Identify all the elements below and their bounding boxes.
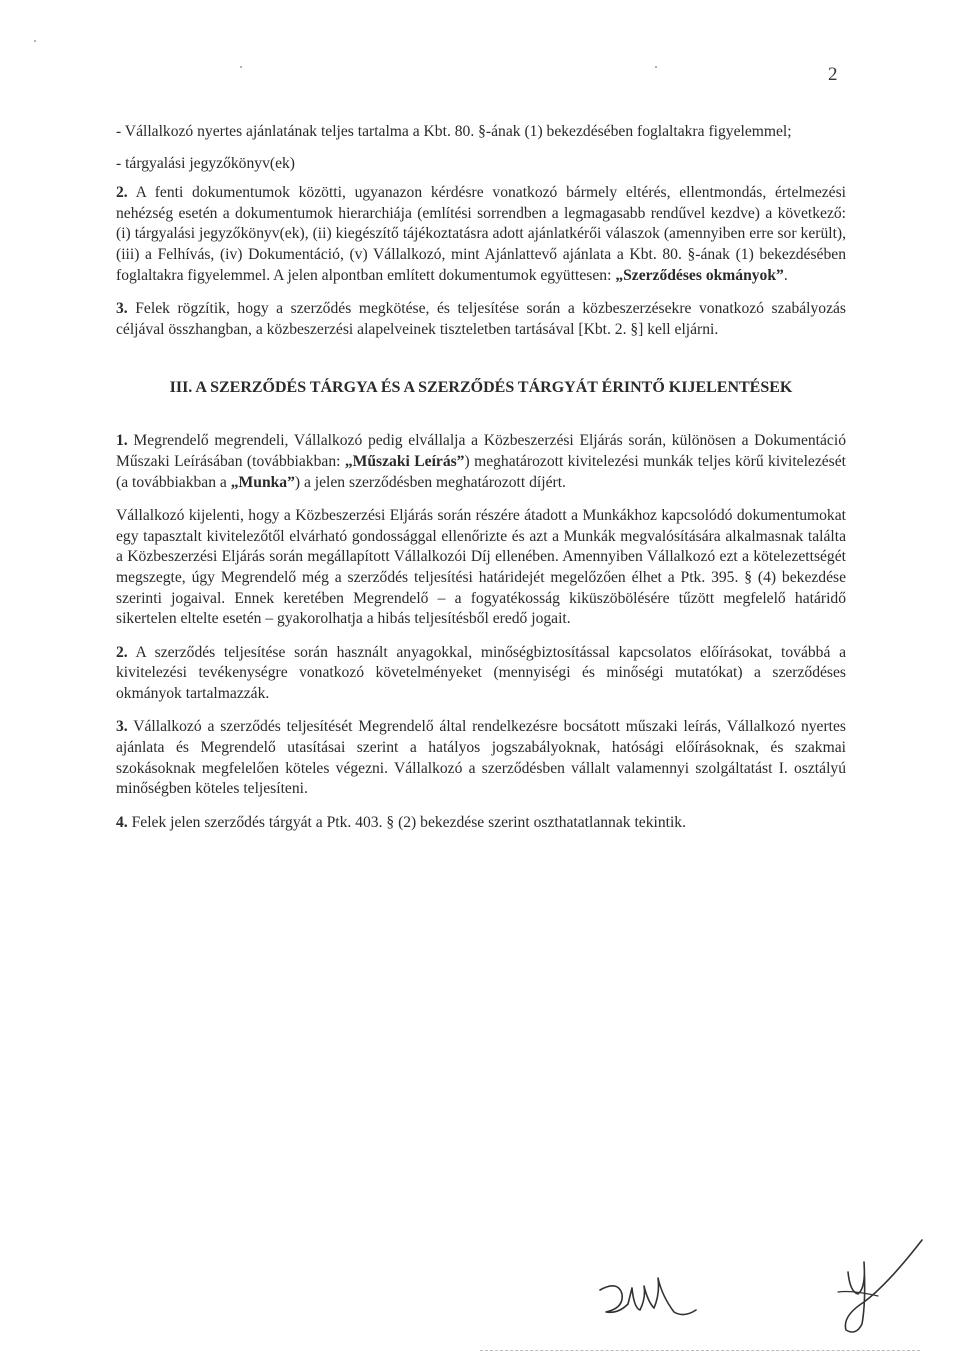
paragraph-number: 1. (116, 432, 128, 450)
paragraph-materials: 2. A szerződés teljesítése során használt anyagokkal, minőségbiztosítással kapcsolatos előírásokat, továbbá a kivitelezési tevékenységre vonatkozó követelményeket (mennyiségi és minőségi mutatókat) a szerződéses okmányok tartalmazzák. (116, 643, 846, 702)
paragraph-number: 4. (116, 813, 128, 831)
scan-speck (655, 66, 657, 68)
paragraph-hierarchy: 2. A fenti dokumentumok közötti, ugyanazon kérdésre vonatkozó bármely eltérés, ellentmondás, értelmezési nehézség esetén a dokumentumok hierarchiája (említési sorrendben a legmagasabb rendűvel kezdve) a következő: (i) tárgyalási jegyzőkönyv(ek), (ii) kiegészítő tájékoztatásra adott ajánlatkérői válaszok (amennyiben erre sor került), (iii) a Felhívás, (iv) Dokumentáció, (v) Vállalkozó, mint Ajánlattevő ajánlata a Kbt. 80. §-ának (1) bekezdésében foglaltakra figyelemmel. A jelen alpontban említett dokumentumok együttesen: „Szerződéses okmányok”. (116, 184, 846, 284)
list-item: - Vállalkozó nyertes ajánlatának teljes tartalma a Kbt. 80. §-ának (1) bekezdésében foglaltakra figyelemmel; (116, 123, 792, 140)
paragraph-indivisible: 4. Felek jelen szerződés tárgyát a Ptk. 403. § (2) bekezdése szerint oszthatatlannak tekintik. (116, 813, 687, 831)
defined-term: „Műszaki Leírás” (344, 452, 465, 470)
paragraph-number: 3. (116, 300, 128, 318)
section-heading: III. A SZERZŐDÉS TÁRGYA ÉS A SZERZŐDÉS TÁRGYÁT ÉRINTŐ KIJELENTÉSEK (169, 379, 793, 397)
defined-term: „Munka” (230, 473, 295, 491)
paragraph-declaration: Vállalkozó kijelenti, hogy a Közbeszerzési Eljárás során részére átadott a Munkákhoz kapcsolódó dokumentumokat egy tapasztalt kivitelezőtől elvárható gondossággal ellenőrizte és azt a Munkák megvalósítására alkalmasnak találta a Közbeszerzési Eljárás során megállapított Vállalkozói Díj ellenében. Amennyiben Vállalkozó ezt a kötelezettségét megszegte, úgy Megrendelő még a szerződés teljesítési határidejét megelőzően élhet a Ptk. 395. § (4) bekezdése szerinti jogaival. Ennek keretében Megrendelő – a fogyatékosság kiküszöbölésére tűzött megfelelő határidő sikertelen eltelte esetén – gyakorolhatja a hibás teljesítésből eredő jogait. (116, 507, 846, 628)
signature-initials-right (818, 1232, 928, 1342)
paragraph-number: 2. (116, 643, 128, 661)
paragraph-number: 2. (116, 184, 128, 202)
signature-initials-left (588, 1268, 708, 1328)
document-body (116, 122, 846, 833)
defined-term: „Szerződéses okmányok” (615, 266, 784, 284)
page-number: 2 (828, 64, 838, 85)
paragraph-procurement: 3. Felek rögzítik, hogy a szerződés megkötése, és teljesítése során a közbeszerzésekre vonatkozó szabályozás céljával összhangban, a közbeszerzési alapelveinek tiszteletben tartásával [Kbt. 2. §] kell eljárni. (116, 300, 846, 338)
paragraph-number: 3. (116, 718, 128, 736)
paragraph-performance: 3. Vállalkozó a szerződés teljesítését Megrendelő által rendelkezésre bocsátott műszaki leírás, Vállalkozó nyertes ajánlata és Megrendelő utasításai szerint a hatályos jogszabályoknak, hatósági előírásoknak, és szakmai szokásoknak megfelelően köteles végezni. Vállalkozó a szerződésben vállalt valamennyi szolgáltatást I. osztályú minőségben köteles teljesíteni. (116, 718, 846, 798)
paragraph-subject: 1. Megrendelő megrendeli, Vállalkozó pedig elvállalja a Közbeszerzési Eljárás során, különösen a Dokumentáció Műszaki Leírásában (továbbiakban: „Műszaki Leírás”) meghatározott kivitelezési munkák teljes körű kivitelezését (a továbbiakban a „Munka”) a jelen szerződésben meghatározott díjért. (116, 432, 846, 491)
scan-speck (240, 66, 242, 68)
scan-speck (34, 40, 36, 42)
list-item: - tárgyalási jegyzőkönyv(ek) (116, 154, 295, 172)
footer-divider (480, 1350, 920, 1351)
